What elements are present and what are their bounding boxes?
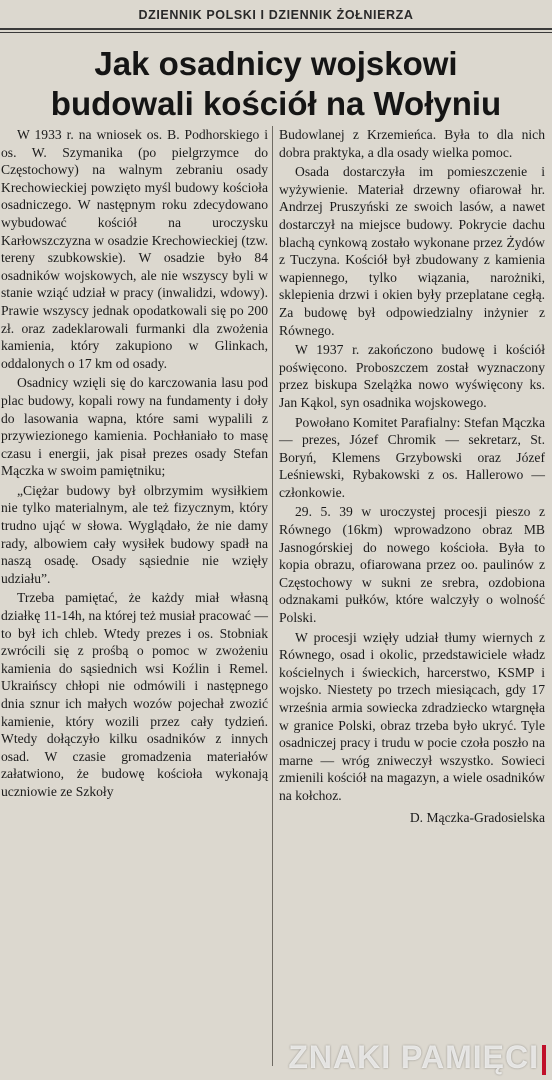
paragraph: Powołano Komitet Parafialny: Stefan Mączka — prezes, Józef Chromik — sekretarz, St. Boryń, Klemens Grzybowski oraz Józef Leśniewski, Rybakowski z os. Hallerowo — członkowie. bbox=[279, 414, 545, 500]
headline-line-1: Jak osadnicy wojskowi bbox=[94, 45, 458, 82]
headline-line-2: budowali kościół na Wołyniu bbox=[50, 85, 502, 122]
masthead: DZIENNIK POLSKI I DZIENNIK ŻOŁNIERZA bbox=[138, 8, 414, 22]
left-column bbox=[1, 126, 268, 1070]
paragraph: Osada dostarczyła im pomieszczenie i wyżywienie. Materiał drzewny ofiarował hr. Andrzej Pruszyński ze swoich lasów, a nawet dostarczył na miejsce budowy. Pokrycie dachu blachą cynkową zostało wykonane przez Żydów z Tuczyna. Kościół był zbudowany z kamienia wapiennego, tylko wiązania, narożniki, sklepienia drzwi i okien były przeplatane cegłą. Za budowę był odpowiedzialny inżynier z Równego. bbox=[279, 164, 545, 338]
article-body bbox=[0, 126, 552, 1080]
article-headline bbox=[0, 44, 552, 124]
paragraph: W 1937 r. zakończono budowę i kościół poświęcono. Proboszczem został wyznaczony przez biskupa Szelążka nowo wyświęcony ks. Jan Kąkol, syn osadnika wojskowego. bbox=[279, 342, 545, 410]
watermark-logo bbox=[288, 1039, 546, 1076]
paragraph: Budowlanej z Krzemieńca. Była to dla nich dobra praktyka, a dla osady wielka pomoc. bbox=[279, 127, 545, 160]
paragraph: W procesji wzięły udział tłumy wiernych z Równego, osad i okolic, przedstawiciele władz kościelnych i świeckich, harcerstwo, KSMP i wojsko. Niestety po trzech miesiącach, gdy 17 września armia sowiecka zdradziecko wtargnęła w granice Polski, obraz trzeba było ukryć. Tyle osadniczej pracy i trudu w pocie czoła poszło na marne — wróg zniweczył wszystko. Sowieci zmienili kościół na magazyn, a wiele osadników na kołchoz. bbox=[279, 629, 545, 803]
watermark-bar-icon bbox=[542, 1045, 546, 1075]
paragraph: Trzeba pamiętać, że każdy miał własną działkę 11-14h, na której też musiał pracować — to był ich chleb. Wtedy prezes i os. Stobniak zwrócili się z prośbą o pomoc w zwożeniu kamienia do sąsiednich wsi Koźlin i Remel. Ukraińscy chłopi nie odmówili i następnego dnia sznur ich małych wozów pojechał zwozić kamienie, który wozili przez cały tydzień. Wtedy dołączyło kilku osadników z innych osad. W czasie gromadzenia materiałów załatwiono, że budowę kościoła wykonają uczniowie ze Szkoły bbox=[1, 590, 268, 799]
column-divider bbox=[272, 126, 273, 1066]
masthead-rule-thin bbox=[0, 32, 552, 33]
author-signature: D. Mączka-Gradosielska bbox=[409, 809, 545, 825]
masthead-rule bbox=[0, 28, 552, 30]
watermark-text: ZNAKI PAMIĘCI bbox=[288, 1039, 539, 1075]
quote-paragraph: „Ciężar budowy był olbrzymim wysiłkiem nie tylko materialnym, ale też fizycznym, który trudno ująć w słowa. Wyglądało, że nie damy rady, albowiem cały wysiłek budowy spadł na naszą osadę. Osady sąsiednie nie wzięły udziału”. bbox=[1, 482, 268, 586]
paragraph: 29. 5. 39 w uroczystej procesji pieszo z Równego (16km) wprowadzono obraz MB Jasnogórskiej do nowego kościoła. Była to kopia obrazu, ofiarowana przez oo. paulinów z Częstochowy w sukni ze srebra, ozdobiona odznakami pułków, które walczyły o wolność Polski. bbox=[279, 504, 545, 626]
right-column bbox=[279, 126, 545, 1070]
paragraph: Osadnicy wzięli się do karczowania lasu pod plac budowy, kopali rowy na fundamenty i doły do lasowania wapna, które sami wypalili z przywiezionego kamienia. Pochłaniało to masę czasu i energii, jak pisał prezes osady Stefan Mączka w swoim pamiętniku; bbox=[1, 375, 268, 479]
paragraph: W 1933 r. na wniosek os. B. Podhorskiego i os. W. Szymanika (po pielgrzymce do Częstochowy) na walnym zebraniu osady Krechowieckiej powzięto myśl budowy kościoła osadniczego. W następnym roku zdecydowano wybudować kościół na uroczysku Karłowszczyzna w osadzie Krechowieckiej (tzw. tereny szubkowskie). W osadzie było 84 osadników wojskowych, ale nie wszyscy byli w stanie wziąć udział w pracy (inwalidzi, wdowy). Prawie wszyscy jednak opodatkowali się po 200 zł. oraz zadeklarowali furmanki dla zwożenia kamienia, który zakupiono w Glinkach, oddalonych o 17 km od osady. bbox=[1, 127, 268, 371]
